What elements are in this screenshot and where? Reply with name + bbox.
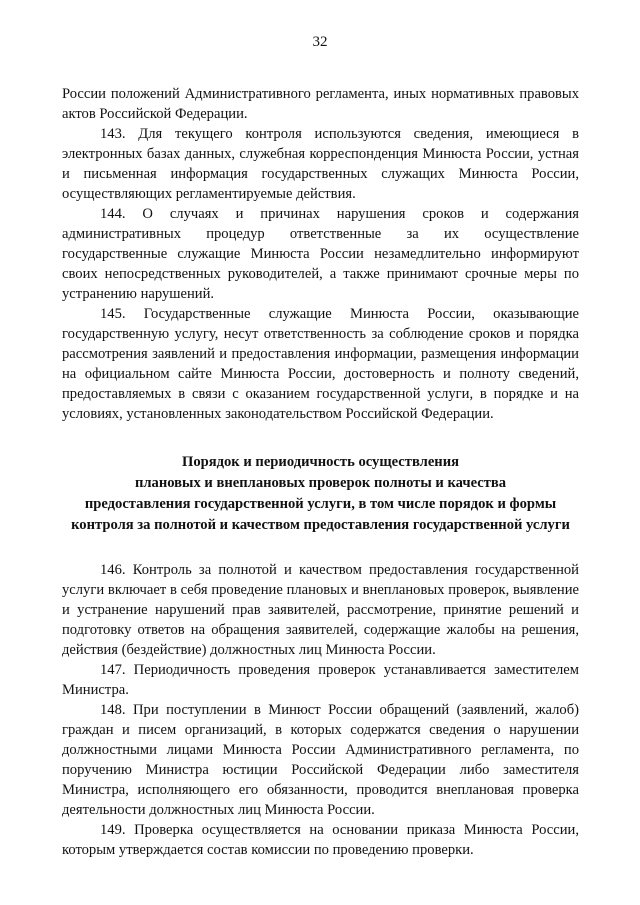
paragraph-148: 148. При поступлении в Минюст России обращений (заявлений, жалоб) граждан и писем организаций, в которых содержатся сведения о нарушении должностными лицами Минюста России Административного регламента, по поручению Министра юстиции Российской Федерации либо заместителя Министра, исполняющего его обязанности, проводится внеплановая проверка деятельности должностных лиц Минюста России. [62,702,579,818]
paragraph-145: 145. Государственные служащие Минюста России, оказывающие государственную услугу, несут ответственность за соблюдение сроков и порядка рассмотрения заявлений и предоставления информации, размещения информации на официальном сайте Минюста России, достоверность и полноту сведений, предоставляемых в связи с оказанием государственной услуги, в порядке и на условиях, установленных законодательством Российской Федерации. [62,306,579,422]
section-heading-line: предоставления государственной услуги, в том числе порядок и формы [84,496,557,512]
paragraph-143: 143. Для текущего контроля используются сведения, имеющиеся в электронных базах данных, служебная корреспонденция Минюста России, устная и письменная информация государственных служащих Минюста России, осуществляющих регламентируемые действия. [62,126,579,202]
document-body [62,84,579,860]
section-heading-line: плановых и внеплановых проверок полноты и качества [134,475,507,491]
paragraph-149: 149. Проверка осуществляется на основании приказа Минюста России, которым утверждается состав комиссии по проведению проверки. [62,822,579,858]
paragraph-continuation: России положений Административного регламента, иных нормативных правовых актов Российской Федерации. [62,86,579,122]
paragraph-147: 147. Периодичность проведения проверок устанавливается заместителем Министра. [62,662,579,698]
section-heading-line: Порядок и периодичность осуществления [181,454,460,470]
section-heading-line: контроля за полнотой и качеством предоставления государственной услуги [71,517,570,533]
section-heading [62,452,579,536]
paragraph-146: 146. Контроль за полнотой и качеством предоставления государственной услуги включает в себя проведение плановых и внеплановых проверок, выявление и устранение нарушений прав заявителей, рассмотрение, принятие решений и подготовку ответов на обращения заявителей, содержащие жалобы на решения, действия (бездействие) должностных лиц Минюста России. [62,562,579,658]
paragraph-144: 144. О случаях и причинах нарушения сроков и содержания административных процедур ответственные за их осуществление государственные служащие Минюста России незамедлительно информируют своих непосредственных руководителей, а также принимают срочные меры по устранению нарушений. [62,206,579,302]
page-number: 32 [312,34,328,50]
